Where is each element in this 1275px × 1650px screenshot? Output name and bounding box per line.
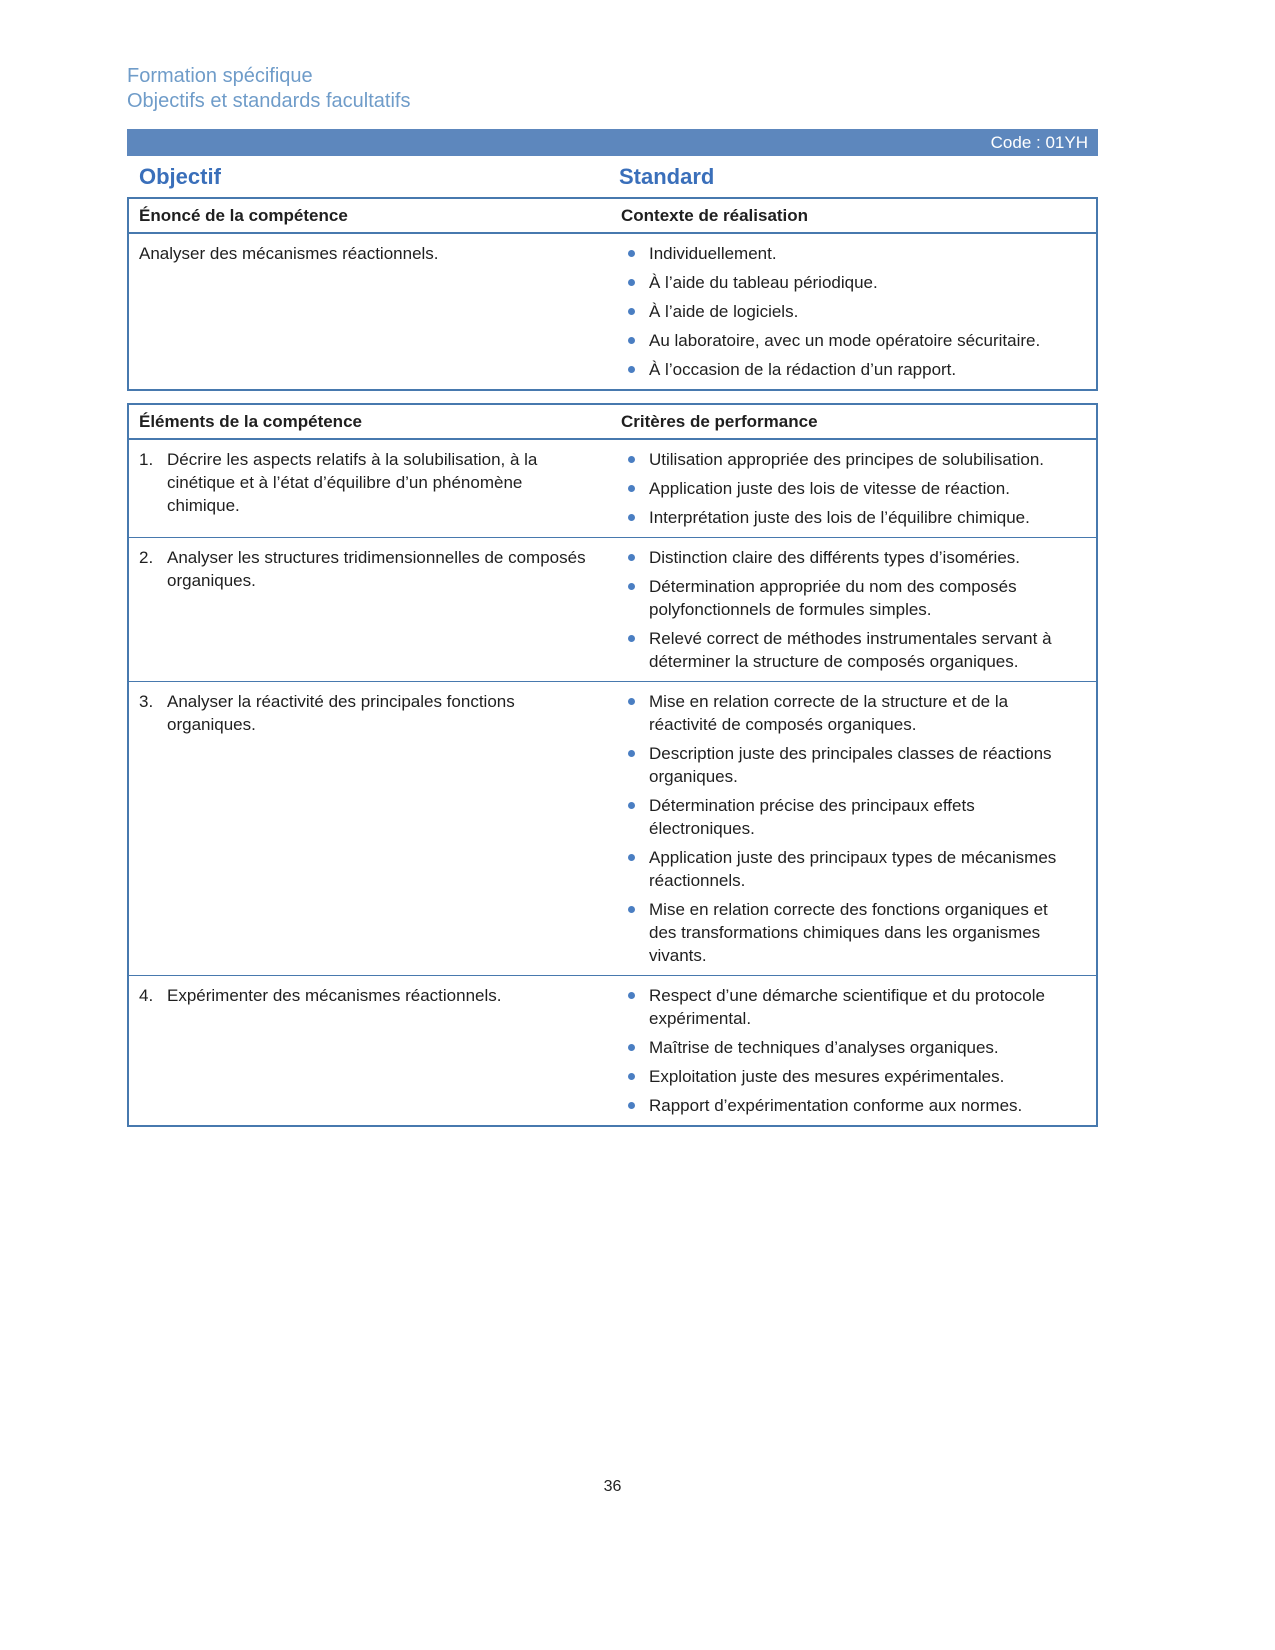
element-cell <box>129 976 619 1125</box>
criteria-bullet-list <box>621 690 1070 967</box>
bullet-item: Exploitation juste des mesures expérimentales. <box>621 1065 1070 1088</box>
code-banner <box>127 129 1098 156</box>
competence-statement: Analyser des mécanismes réactionnels. <box>139 244 439 263</box>
doc-subsection-title: Objectifs et standards facultatifs <box>127 90 411 112</box>
numbered-item <box>139 546 597 592</box>
context-cell <box>619 234 1096 389</box>
table-row <box>129 439 1096 537</box>
elements-criteria-table <box>127 403 1098 1127</box>
standard-heading: Standard <box>619 164 715 189</box>
item-text: Expérimenter des mécanismes réactionnels. <box>167 986 502 1005</box>
element-cell <box>129 682 619 975</box>
objectif-heading: Objectif <box>139 164 221 189</box>
item-number: 2. <box>139 548 154 567</box>
item-number: 4. <box>139 986 154 1005</box>
page-number: 36 <box>603 1478 622 1495</box>
table2-right-header: Critères de performance <box>621 412 818 431</box>
bullet-item: Individuellement. <box>621 242 1070 265</box>
bullet-item: À l’occasion de la rédaction d’un rapport. <box>621 358 1070 381</box>
criteria-cell <box>619 976 1096 1125</box>
bullet-item: Mise en relation correcte de la structure et de la réactivité de composés organiques. <box>621 690 1070 736</box>
column-titles <box>127 164 1098 190</box>
bullet-item: Rapport d’expérimentation conforme aux normes. <box>621 1094 1070 1117</box>
bullet-item: Respect d’une démarche scientifique et du protocole expérimental. <box>621 984 1070 1030</box>
page-content <box>127 64 1098 1139</box>
bullet-item: Maîtrise de techniques d’analyses organiques. <box>621 1036 1070 1059</box>
bullet-item: Détermination appropriée du nom des composés polyfonctionnels de formules simples. <box>621 575 1070 621</box>
element-cell <box>129 538 619 681</box>
table1-body-row <box>129 233 1096 389</box>
competence-statement-cell <box>129 234 619 389</box>
competence-context-table <box>127 197 1098 391</box>
table-row <box>129 681 1096 975</box>
table2-left-header: Éléments de la compétence <box>139 412 362 431</box>
item-text: Décrire les aspects relatifs à la solubilisation, à la cinétique et à l’état d’équilibre d’un phénomène chimique. <box>167 450 538 515</box>
item-number: 1. <box>139 450 154 469</box>
criteria-cell <box>619 682 1096 975</box>
element-cell <box>129 440 619 537</box>
criteria-cell <box>619 538 1096 681</box>
criteria-bullet-list <box>621 448 1070 529</box>
bullet-item: Au laboratoire, avec un mode opératoire sécuritaire. <box>621 329 1070 352</box>
item-text: Analyser la réactivité des principales fonctions organiques. <box>167 692 515 734</box>
numbered-item <box>139 984 597 1007</box>
table2-header-row <box>129 405 1096 439</box>
criteria-bullet-list <box>621 546 1070 673</box>
numbered-item <box>139 690 597 736</box>
doc-section-title: Formation spécifique <box>127 65 313 87</box>
bullet-item: Application juste des principaux types de mécanismes réactionnels. <box>621 846 1070 892</box>
bullet-item: À l’aide de logiciels. <box>621 300 1070 323</box>
item-number: 3. <box>139 692 154 711</box>
bullet-item: À l’aide du tableau périodique. <box>621 271 1070 294</box>
bullet-item: Description juste des principales classes de réactions organiques. <box>621 742 1070 788</box>
bullet-item: Application juste des lois de vitesse de réaction. <box>621 477 1070 500</box>
table1-left-header: Énoncé de la compétence <box>139 206 348 225</box>
table1-right-header: Contexte de réalisation <box>621 206 809 225</box>
bullet-item: Distinction claire des différents types d’isoméries. <box>621 546 1070 569</box>
bullet-item: Relevé correct de méthodes instrumentales servant à déterminer la structure de composés organiques. <box>621 627 1070 673</box>
context-bullet-list <box>621 242 1070 381</box>
table-row <box>129 975 1096 1125</box>
code-label: Code : 01YH <box>990 133 1088 152</box>
bullet-item: Détermination précise des principaux effets électroniques. <box>621 794 1070 840</box>
table-row <box>129 537 1096 681</box>
bullet-item: Mise en relation correcte des fonctions organiques et des transformations chimiques dans les organismes vivants. <box>621 898 1070 967</box>
table1-header-row <box>129 199 1096 233</box>
bullet-item: Utilisation appropriée des principes de solubilisation. <box>621 448 1070 471</box>
bullet-item: Interprétation juste des lois de l’équilibre chimique. <box>621 506 1070 529</box>
criteria-bullet-list <box>621 984 1070 1117</box>
criteria-cell <box>619 440 1096 537</box>
item-text: Analyser les structures tridimensionnelles de composés organiques. <box>167 548 586 590</box>
doc-header <box>127 64 1098 114</box>
numbered-item <box>139 448 597 517</box>
